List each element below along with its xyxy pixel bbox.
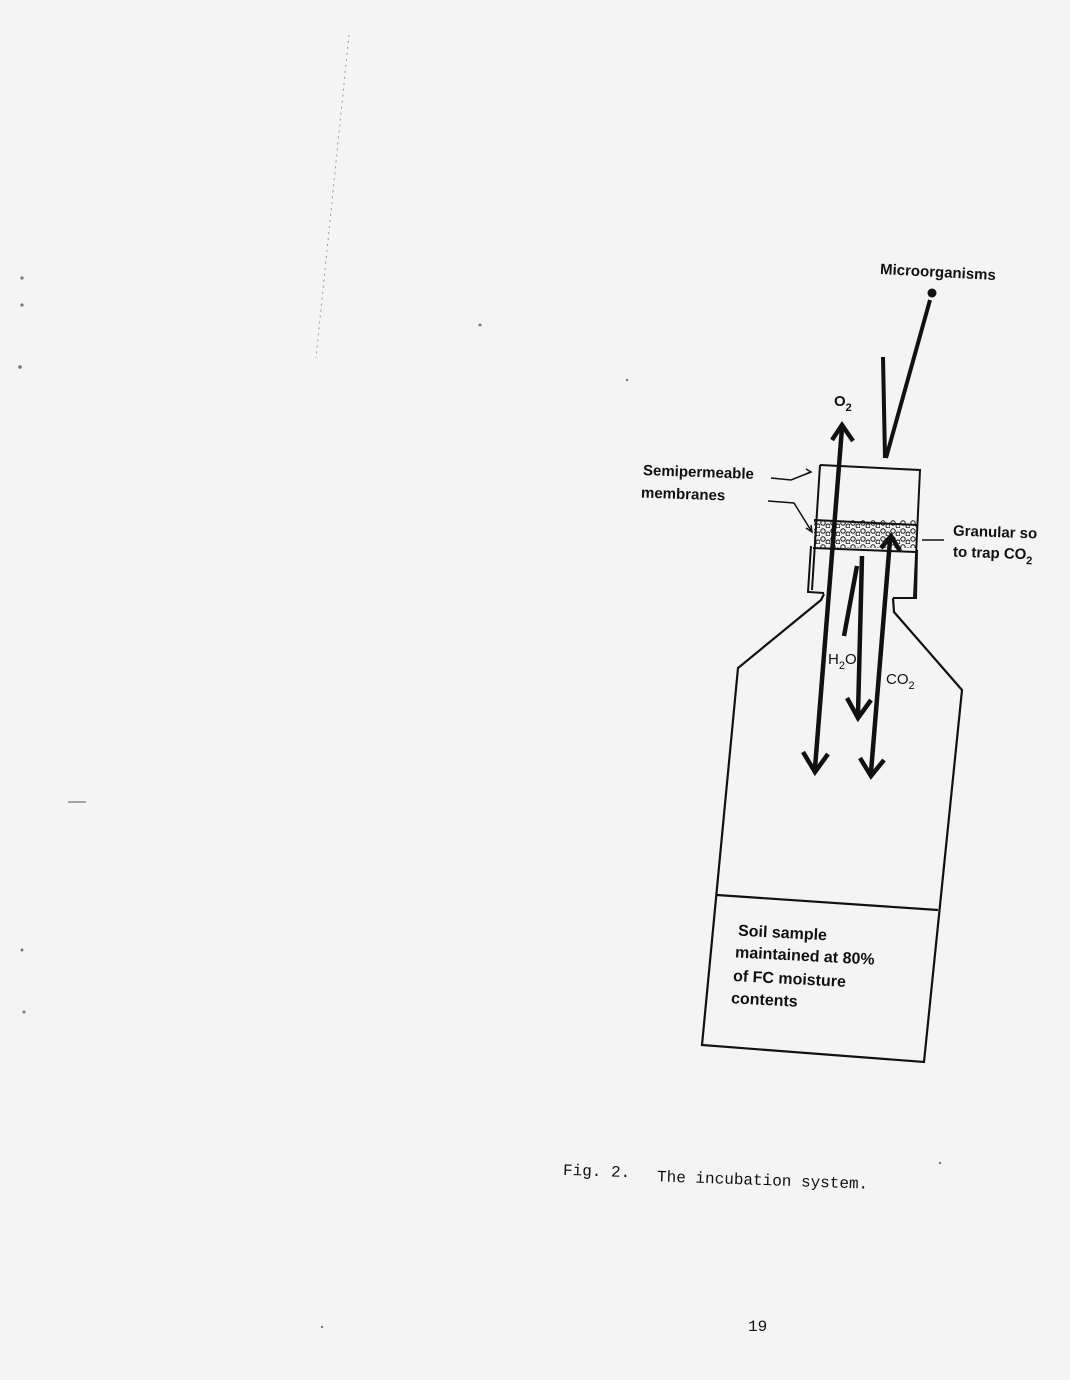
scan-noise (18, 35, 941, 1328)
page-number: 19 (748, 1318, 768, 1336)
h2o-subscript: 2 (838, 660, 845, 672)
o2-label (834, 392, 852, 413)
trap-co2-subscript: 2 (1025, 555, 1033, 568)
figure-caption-text: The incubation system. (656, 1168, 869, 1194)
o2-subscript: 2 (845, 402, 852, 414)
gas-arrows (803, 425, 900, 776)
h2o-o: O (844, 651, 857, 668)
soil-label-line3: of FC moisture (732, 968, 847, 991)
o2-symbol: O (834, 393, 846, 410)
soil-sample-surface (717, 895, 938, 910)
microorganisms-pointer (883, 300, 930, 458)
soil-label-line4: contents (730, 990, 799, 1011)
granular-label: Granular so (952, 522, 1038, 543)
microorganisms-dot (928, 289, 937, 298)
h2o-h: H (828, 651, 839, 668)
semipermeable-label: Semipermeable (642, 462, 755, 483)
co2-label (886, 670, 915, 691)
co2-symbol: CO (886, 671, 909, 688)
trap-co2-text: to trap CO (952, 543, 1027, 564)
figure-caption-number: Fig. 2. (562, 1161, 631, 1183)
soil-label-line2: maintained at 80% (734, 944, 875, 969)
soil-label-line1: Soil sample (737, 922, 828, 945)
h2o-label (828, 650, 857, 671)
membranes-label: membranes (640, 484, 726, 505)
microorganisms-label: Microorganisms (879, 260, 997, 285)
granular-soda-layer (814, 520, 917, 548)
co2-subscript: 2 (908, 680, 915, 692)
trap-co2-label (953, 543, 1033, 567)
